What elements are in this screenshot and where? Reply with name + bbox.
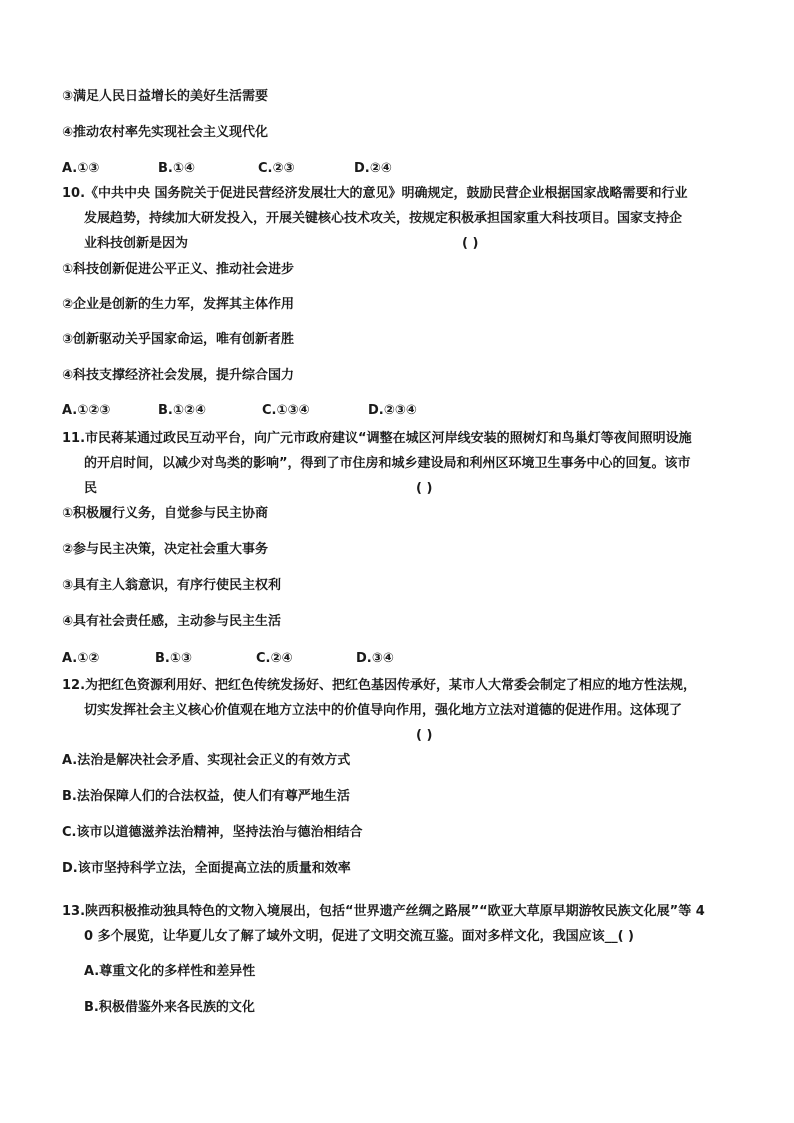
q12-stem-line-2: 切实发挥社会主义核心价值观在地方立法中的价值导向作用，强化地方立法对道德的促进作用。这体现了 [84,703,683,718]
q11-stem-line-2: 的开启时间，以减少对鸟类的影响”，得到了市住房和城乡建设局和利州区环境卫生事务中心的回复。该市 [84,456,691,471]
q11-item-3: ③具有主人翁意识，有序行使民主权利 [62,578,282,593]
q11-option-c: C.②④ [256,651,293,666]
q9-option-d: D.②④ [354,161,392,176]
q12-answer-blank: ( ) [416,728,433,743]
q9-option-c: C.②③ [258,161,295,176]
q11-stem-line-1: 11.市民蒋某通过政民互动平台，向广元市政府建议“调整在城区河岸线安装的照树灯和鸟巢灯等夜间照明设施 [62,431,692,446]
q10-item-4: ④科技支撑经济社会发展，提升综合国力 [62,368,295,383]
q10-item-1: ①科技创新促进公平正义、推动社会进步 [62,262,295,277]
q12-option-b: B.法治保障人们的合法权益，使人们有尊严地生活 [62,789,350,804]
q11-option-a: A.①② [62,651,100,666]
q11-option-b: B.①③ [155,651,192,666]
q11-option-d: D.③④ [356,651,394,666]
q12-option-a: A.法治是解决社会矛盾、实现社会正义的有效方式 [62,753,351,768]
q12-stem-line-1: 12.为把红色资源利用好、把红色传统发扬好、把红色基因传承好，某市人大常委会制定了相应的地方性法规， [62,678,697,693]
q10-item-3: ③创新驱动关乎国家命运，唯有创新者胜 [62,332,295,347]
q9-item-4: ④推动农村率先实现社会主义现代化 [62,125,269,140]
q11-stem-line-3: 民 [84,481,98,496]
q10-answer-blank: ( ) [462,236,479,251]
q10-option-c: C.①③④ [262,403,310,418]
q9-option-b: B.①④ [158,161,195,176]
q10-item-2: ②企业是创新的生力军，发挥其主体作用 [62,297,295,312]
q10-option-a: A.①②③ [62,403,111,418]
q13-option-a: A.尊重文化的多样性和差异性 [84,964,256,979]
q11-item-1: ①积极履行义务，自觉参与民主协商 [62,506,269,521]
q10-option-d: D.②③④ [368,403,417,418]
q9-option-a: A.①③ [62,161,100,176]
q10-stem-line-2: 发展趋势，持续加大研发投入，开展关键核心技术攻关，按规定积极承担国家重大科技项目。国家支持企 [84,211,683,226]
q11-item-2: ②参与民主决策，决定社会重大事务 [62,542,269,557]
q10-option-b: B.①②④ [158,403,206,418]
q13-stem-line-1: 13.陕西积极推动独具特色的文物入境展出，包括“世界遗产丝绸之路展”“欧亚大草原早期游牧民族文化展”等 4 [62,904,705,919]
q13-stem-line-2: 0 多个展览，让华夏儿女了解了域外文明，促进了文明交流互鉴。面对多样文化，我国应该__( ) [84,929,634,944]
q10-stem-line-1: 10.《中共中央 国务院关于促进民营经济发展壮大的意见》明确规定，鼓励民营企业根据国家战略需要和行业 [62,186,688,201]
q11-item-4: ④具有社会责任感，主动参与民主生活 [62,614,282,629]
q11-answer-blank: ( ) [416,481,433,496]
q9-item-3: ③满足人民日益增长的美好生活需要 [62,89,269,104]
q12-option-c: C.该市以道德滋养法治精神，坚持法治与德治相结合 [62,825,363,840]
q12-option-d: D.该市坚持科学立法，全面提高立法的质量和效率 [62,861,351,876]
q13-option-b: B.积极借鉴外来各民族的文化 [84,1000,255,1015]
q10-stem-line-3: 业科技创新是因为 [84,236,189,251]
